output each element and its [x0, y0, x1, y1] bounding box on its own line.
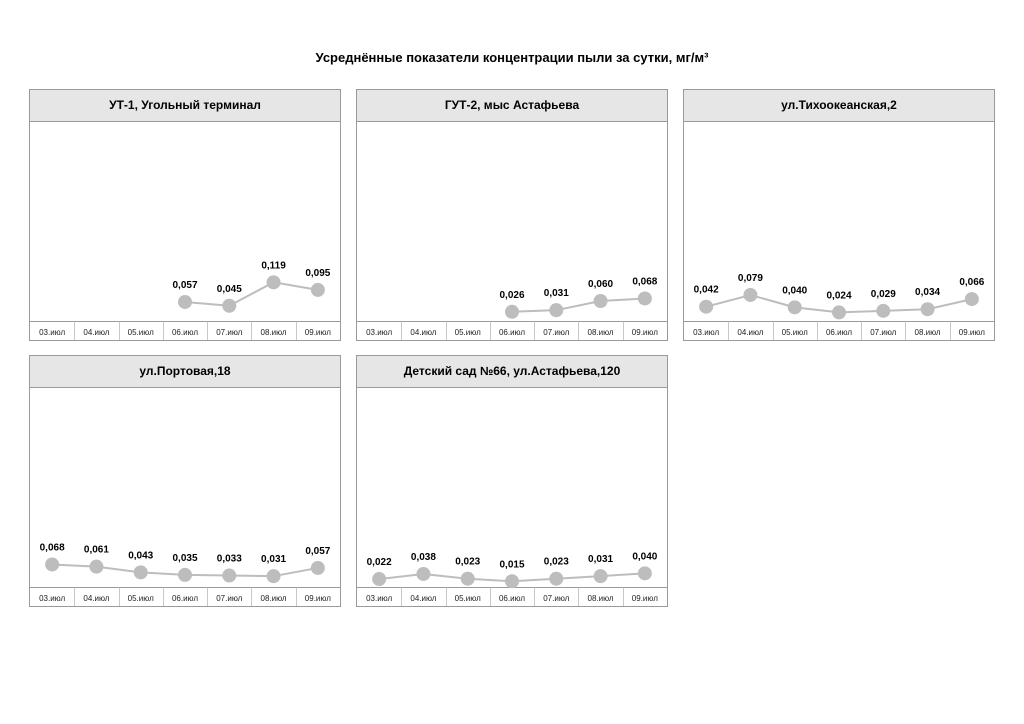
x-tick-label: 09.июл [304, 328, 331, 337]
x-tick-label: 08.июл [260, 328, 287, 337]
data-point [372, 572, 386, 586]
data-point [461, 572, 475, 586]
x-tick-label: 06.июл [825, 328, 853, 337]
x-tick-label: 07.июл [543, 328, 570, 337]
data-point [549, 572, 563, 586]
data-point [788, 300, 802, 314]
series-line [185, 282, 318, 305]
data-point [594, 569, 608, 583]
data-label: 0,079 [737, 272, 763, 284]
data-label: 0,024 [826, 290, 852, 302]
x-tick-label: 04.июл [410, 594, 437, 603]
x-tick-label: 08.июл [914, 328, 941, 337]
chart-svg [684, 122, 994, 340]
x-tick-label: 05.июл [781, 328, 808, 337]
data-label: 0,045 [216, 283, 242, 295]
data-label: 0,057 [305, 545, 331, 557]
data-label: 0,023 [455, 556, 481, 568]
x-tick-label: 03.июл [39, 594, 66, 603]
data-point [965, 292, 979, 306]
x-tick-label: 06.июл [171, 594, 199, 603]
data-point [505, 574, 519, 588]
chart-svg [30, 122, 340, 340]
x-tick-label: 03.июл [366, 328, 393, 337]
x-tick-label: 09.июл [958, 328, 985, 337]
x-tick-label: 03.июл [366, 594, 393, 603]
data-label: 0,066 [959, 277, 985, 289]
data-point [267, 275, 281, 289]
data-label: 0,033 [216, 553, 242, 565]
chart-title: ул.Портовая,18 [30, 356, 340, 388]
x-tick-label: 06.июл [171, 328, 199, 337]
data-point [267, 569, 281, 583]
x-tick-label: 07.июл [216, 594, 243, 603]
x-tick-label: 03.июл [39, 328, 66, 337]
data-label: 0,040 [632, 551, 658, 563]
x-tick-label: 04.июл [83, 594, 110, 603]
data-label: 0,034 [915, 287, 941, 299]
data-label: 0,060 [588, 279, 614, 290]
data-point [638, 291, 652, 305]
data-point [89, 560, 103, 574]
chart-panel-portovaya [29, 355, 341, 607]
chart-title: ул.Тихоокеанская,2 [684, 90, 994, 122]
data-label: 0,031 [588, 554, 614, 566]
chart-panel-gut2 [356, 89, 668, 341]
data-label: 0,040 [782, 285, 808, 297]
page-title: Усреднённые показатели концентрации пыли за сутки, мг/м³ [315, 50, 709, 65]
data-label: 0,038 [410, 551, 436, 563]
x-tick-label: 09.июл [631, 328, 658, 337]
data-point [638, 566, 652, 580]
data-label: 0,022 [366, 557, 392, 569]
x-tick-label: 07.июл [216, 328, 243, 337]
x-tick-label: 09.июл [304, 594, 331, 603]
x-tick-label: 03.июл [693, 328, 720, 337]
x-tick-label: 06.июл [498, 594, 526, 603]
x-tick-label: 05.июл [127, 328, 154, 337]
x-tick-label: 08.июл [587, 594, 614, 603]
x-tick-label: 04.июл [410, 328, 437, 337]
data-point [222, 299, 236, 313]
data-point [832, 305, 846, 319]
chart-panel-tikhookeanskaya [683, 89, 995, 341]
x-tick-label: 08.июл [587, 328, 614, 337]
data-point [178, 295, 192, 309]
data-label: 0,119 [261, 260, 286, 272]
data-label: 0,023 [543, 556, 569, 568]
data-point [594, 294, 608, 308]
x-tick-label: 07.июл [543, 594, 570, 603]
data-label: 0,035 [172, 552, 198, 564]
x-tick-label: 05.июл [454, 594, 481, 603]
data-label: 0,026 [499, 289, 525, 301]
data-point [743, 288, 757, 302]
chart-panel-kindergarten [356, 355, 668, 607]
data-point [549, 303, 563, 317]
data-point [311, 561, 325, 575]
data-point [505, 305, 519, 319]
x-tick-label: 09.июл [631, 594, 658, 603]
data-point [178, 568, 192, 582]
data-point [222, 569, 236, 583]
data-point [45, 557, 59, 571]
x-tick-label: 06.июл [498, 328, 526, 337]
data-label: 0,095 [305, 267, 331, 279]
x-tick-label: 07.июл [870, 328, 897, 337]
data-point [699, 300, 713, 314]
data-label: 0,057 [172, 279, 198, 291]
chart-title: Детский сад №66, ул.Астафьева,120 [357, 356, 667, 388]
data-label: 0,029 [870, 288, 896, 300]
data-label: 0,031 [543, 288, 569, 300]
chart-svg [357, 388, 667, 606]
data-point [311, 283, 325, 297]
data-label: 0,061 [83, 544, 109, 556]
data-label: 0,031 [261, 554, 287, 566]
data-label: 0,068 [632, 276, 658, 288]
data-point [876, 304, 890, 318]
chart-svg [30, 388, 340, 606]
data-label: 0,043 [128, 550, 154, 562]
data-label: 0,015 [499, 559, 525, 571]
x-tick-label: 05.июл [127, 594, 154, 603]
data-label: 0,068 [39, 542, 65, 554]
x-tick-label: 04.июл [83, 328, 110, 337]
data-label: 0,042 [693, 284, 719, 296]
chart-svg [357, 122, 667, 340]
series-line [512, 298, 645, 311]
data-point [134, 565, 148, 579]
x-tick-label: 04.июл [737, 328, 764, 337]
chart-panel-ut1 [29, 89, 341, 341]
chart-title: УТ-1, Угольный терминал [30, 90, 340, 122]
data-point [921, 302, 935, 316]
data-point [416, 567, 430, 581]
x-tick-label: 08.июл [260, 594, 287, 603]
x-tick-label: 05.июл [454, 328, 481, 337]
chart-title: ГУТ-2, мыс Астафьева [357, 90, 667, 122]
